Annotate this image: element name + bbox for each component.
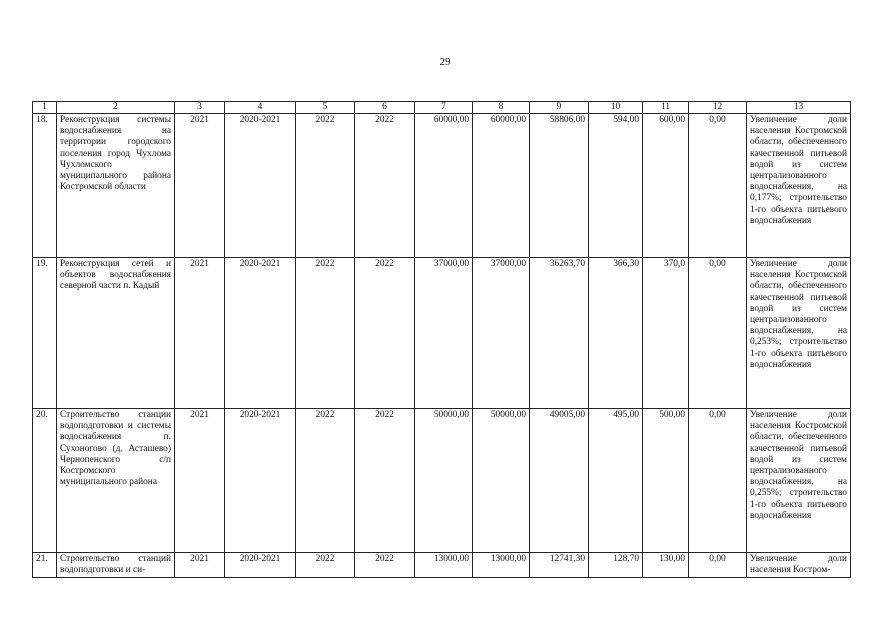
cell-col11: 600,00 xyxy=(643,114,689,258)
cell-col7: 13000,00 xyxy=(415,553,473,578)
cell-col10: 366,30 xyxy=(589,258,643,409)
investment-projects-table xyxy=(32,101,851,578)
cell-col10: 594,00 xyxy=(589,114,643,258)
column-header: 9 xyxy=(530,102,589,114)
cell-col9: 58806,00 xyxy=(530,114,589,258)
expected-result: Увеличение доли населения Костром- xyxy=(747,553,851,578)
cell-col5: 2022 xyxy=(296,258,355,409)
table-row xyxy=(33,114,851,258)
column-header: 7 xyxy=(415,102,473,114)
cell-col6: 2022 xyxy=(355,114,415,258)
column-header: 1 xyxy=(33,102,57,114)
project-name: Реконструкция сетей и объектов водоснабжения северной части п. Кадый xyxy=(57,258,175,409)
cell-col11: 370,0 xyxy=(643,258,689,409)
cell-col4: 2020-2021 xyxy=(225,409,296,553)
table-row xyxy=(33,409,851,553)
column-header: 5 xyxy=(296,102,355,114)
project-name: Строительство станции водоподготовки и системы водоснабжения п. Сухоногово (д. Асташево) Чернопенского с/п Костромского муниципального района xyxy=(57,409,175,553)
cell-col7: 50000,00 xyxy=(415,409,473,553)
cell-col3: 2021 xyxy=(175,409,225,553)
expected-result: Увеличение доли населения Костромской области, обеспеченного качественной питьевой водой из систем централизованного водоснабжения, на 0,177%; строительство 1-го объекта питьевого водоснабжения xyxy=(747,114,851,258)
column-header: 13 xyxy=(747,102,851,114)
expected-result: Увеличение доли населения Костромской области, обеспеченного качественной питьевой водой из систем централизованного водоснабжения, на 0,255%; строительство 1-го объекта питьевого водоснабжения xyxy=(747,409,851,553)
cell-col3: 2021 xyxy=(175,258,225,409)
column-header: 10 xyxy=(589,102,643,114)
cell-col12: 0,00 xyxy=(689,258,747,409)
cell-col5: 2022 xyxy=(296,553,355,578)
cell-col6: 2022 xyxy=(355,409,415,553)
cell-col8: 50000,00 xyxy=(473,409,530,553)
project-name: Реконструкция системы водоснабжения на территории городского поселения город Чухлома Чухломского муниципального района Костромской области xyxy=(57,114,175,258)
project-name: Строительство станций водоподготовки и си- xyxy=(57,553,175,578)
cell-col8: 60000,00 xyxy=(473,114,530,258)
cell-col11: 130,00 xyxy=(643,553,689,578)
cell-col6: 2022 xyxy=(355,553,415,578)
table-header-row xyxy=(33,102,851,114)
cell-col6: 2022 xyxy=(355,258,415,409)
cell-col5: 2022 xyxy=(296,409,355,553)
cell-col12: 0,00 xyxy=(689,114,747,258)
cell-col9: 12741,30 xyxy=(530,553,589,578)
row-number: 20. xyxy=(33,409,57,553)
column-header: 3 xyxy=(175,102,225,114)
column-header: 11 xyxy=(643,102,689,114)
cell-col8: 37000,00 xyxy=(473,258,530,409)
cell-col7: 60000,00 xyxy=(415,114,473,258)
column-header: 6 xyxy=(355,102,415,114)
cell-col10: 128,70 xyxy=(589,553,643,578)
column-header: 4 xyxy=(225,102,296,114)
table-row xyxy=(33,553,851,578)
cell-col4: 2020-2021 xyxy=(225,114,296,258)
cell-col4: 2020-2021 xyxy=(225,553,296,578)
cell-col5: 2022 xyxy=(296,114,355,258)
cell-col10: 495,00 xyxy=(589,409,643,553)
expected-result: Увеличение доли населения Костромской области, обеспеченного качественной питьевой водой из систем централизованного водоснабжения, на 0,253%; строительство 1-го объекта питьевого водоснабжения xyxy=(747,258,851,409)
cell-col7: 37000,00 xyxy=(415,258,473,409)
cell-col12: 0,00 xyxy=(689,553,747,578)
cell-col9: 36263,70 xyxy=(530,258,589,409)
column-header: 12 xyxy=(689,102,747,114)
table-row xyxy=(33,258,851,409)
cell-col3: 2021 xyxy=(175,114,225,258)
row-number: 18. xyxy=(33,114,57,258)
cell-col8: 13000,00 xyxy=(473,553,530,578)
cell-col12: 0,00 xyxy=(689,409,747,553)
page-number: 29 xyxy=(439,56,451,68)
column-header: 8 xyxy=(473,102,530,114)
cell-col9: 49005,00 xyxy=(530,409,589,553)
column-header: 2 xyxy=(57,102,175,114)
row-number: 19. xyxy=(33,258,57,409)
cell-col4: 2020-2021 xyxy=(225,258,296,409)
row-number: 21. xyxy=(33,553,57,578)
cell-col3: 2021 xyxy=(175,553,225,578)
cell-col11: 500,00 xyxy=(643,409,689,553)
